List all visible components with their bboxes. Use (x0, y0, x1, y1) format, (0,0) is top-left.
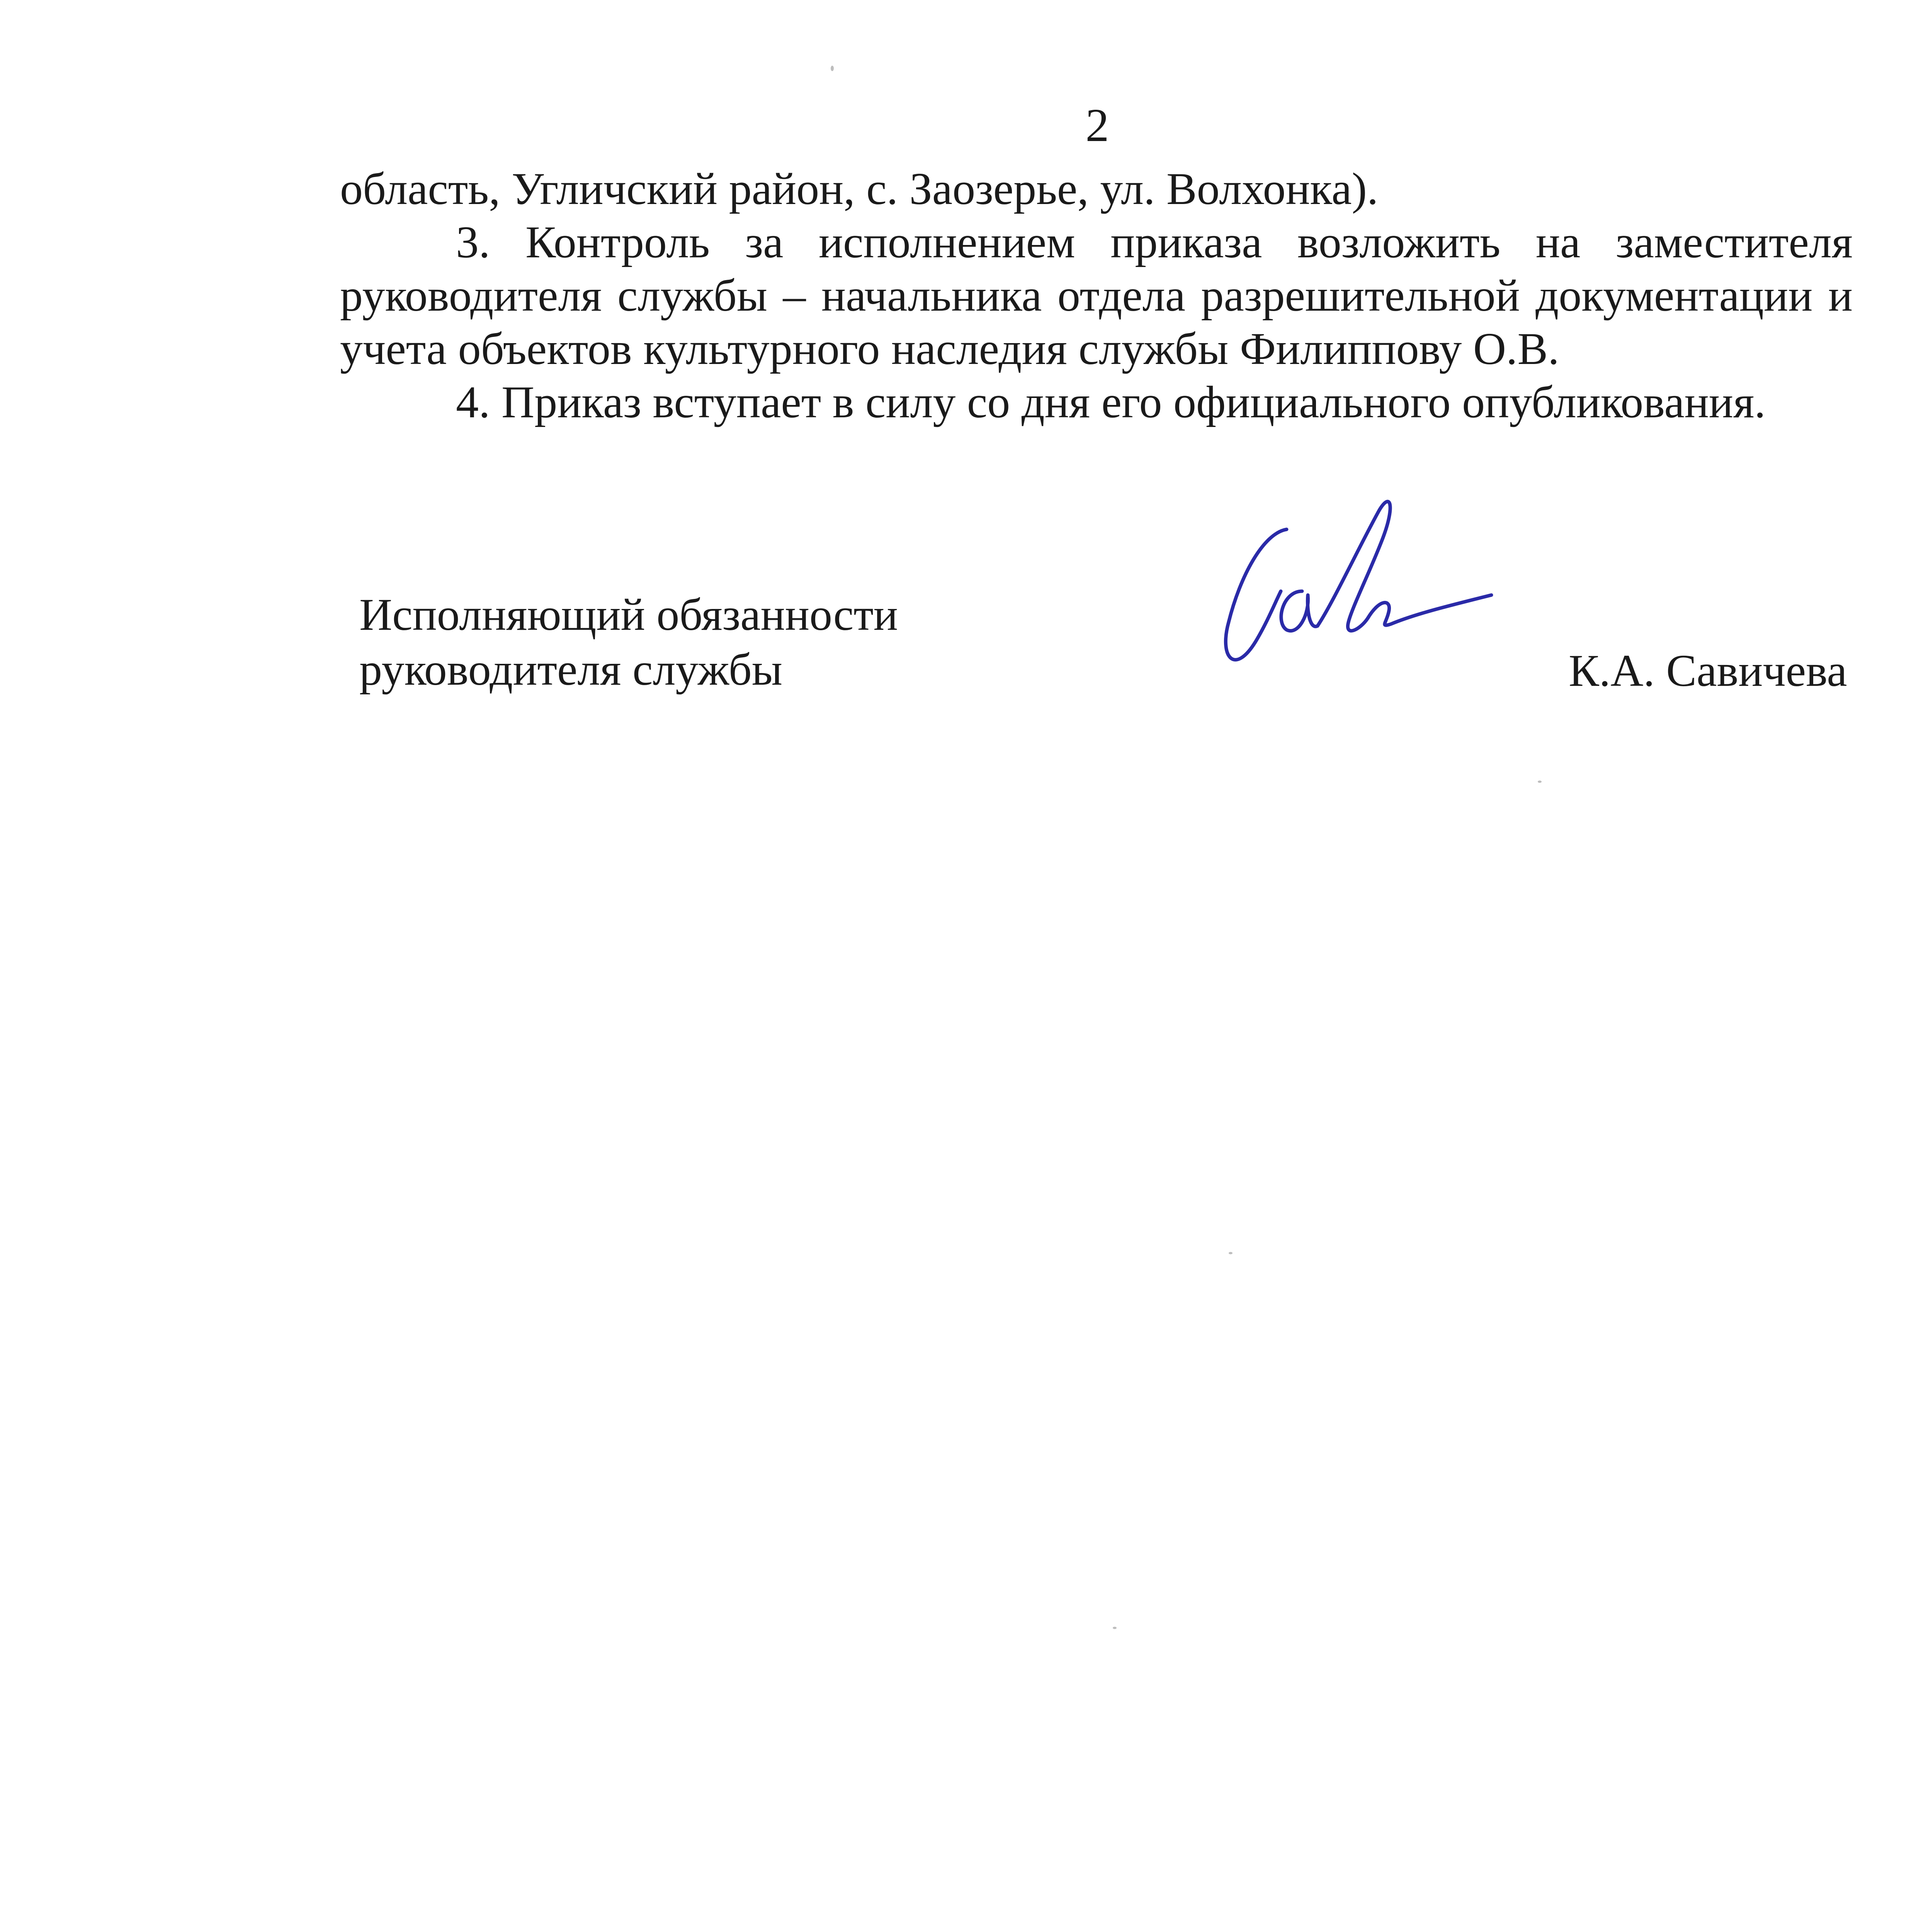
signatory-name: К.А. Савичева (1569, 645, 1847, 696)
scan-speck (1229, 1252, 1233, 1254)
paragraph-continuation: область, Угличский район, с. Заозерье, ул. Волхонка). (340, 163, 1379, 214)
signatory-position-line-1: Исполняющий обязанности (359, 589, 898, 640)
scan-speck (831, 66, 834, 71)
scan-speck (1538, 781, 1542, 783)
paragraph-item-3: 3. Контроль за исполнением приказа возложить на заместителя руководителя службы – начальника отдела разрешительной документации и учета объектов культурного наследия службы Филиппову О.В. (340, 217, 1853, 374)
document-body (340, 162, 1853, 429)
scan-speck (1113, 1627, 1117, 1629)
page-number: 2 (1085, 99, 1109, 151)
signatory-position (359, 587, 898, 697)
paragraph-item-4: 4. Приказ вступает в силу со дня его официального опубликования. (456, 377, 1766, 427)
handwritten-signature (1198, 475, 1545, 707)
signatory-position-line-2: руководителя службы (359, 644, 783, 695)
